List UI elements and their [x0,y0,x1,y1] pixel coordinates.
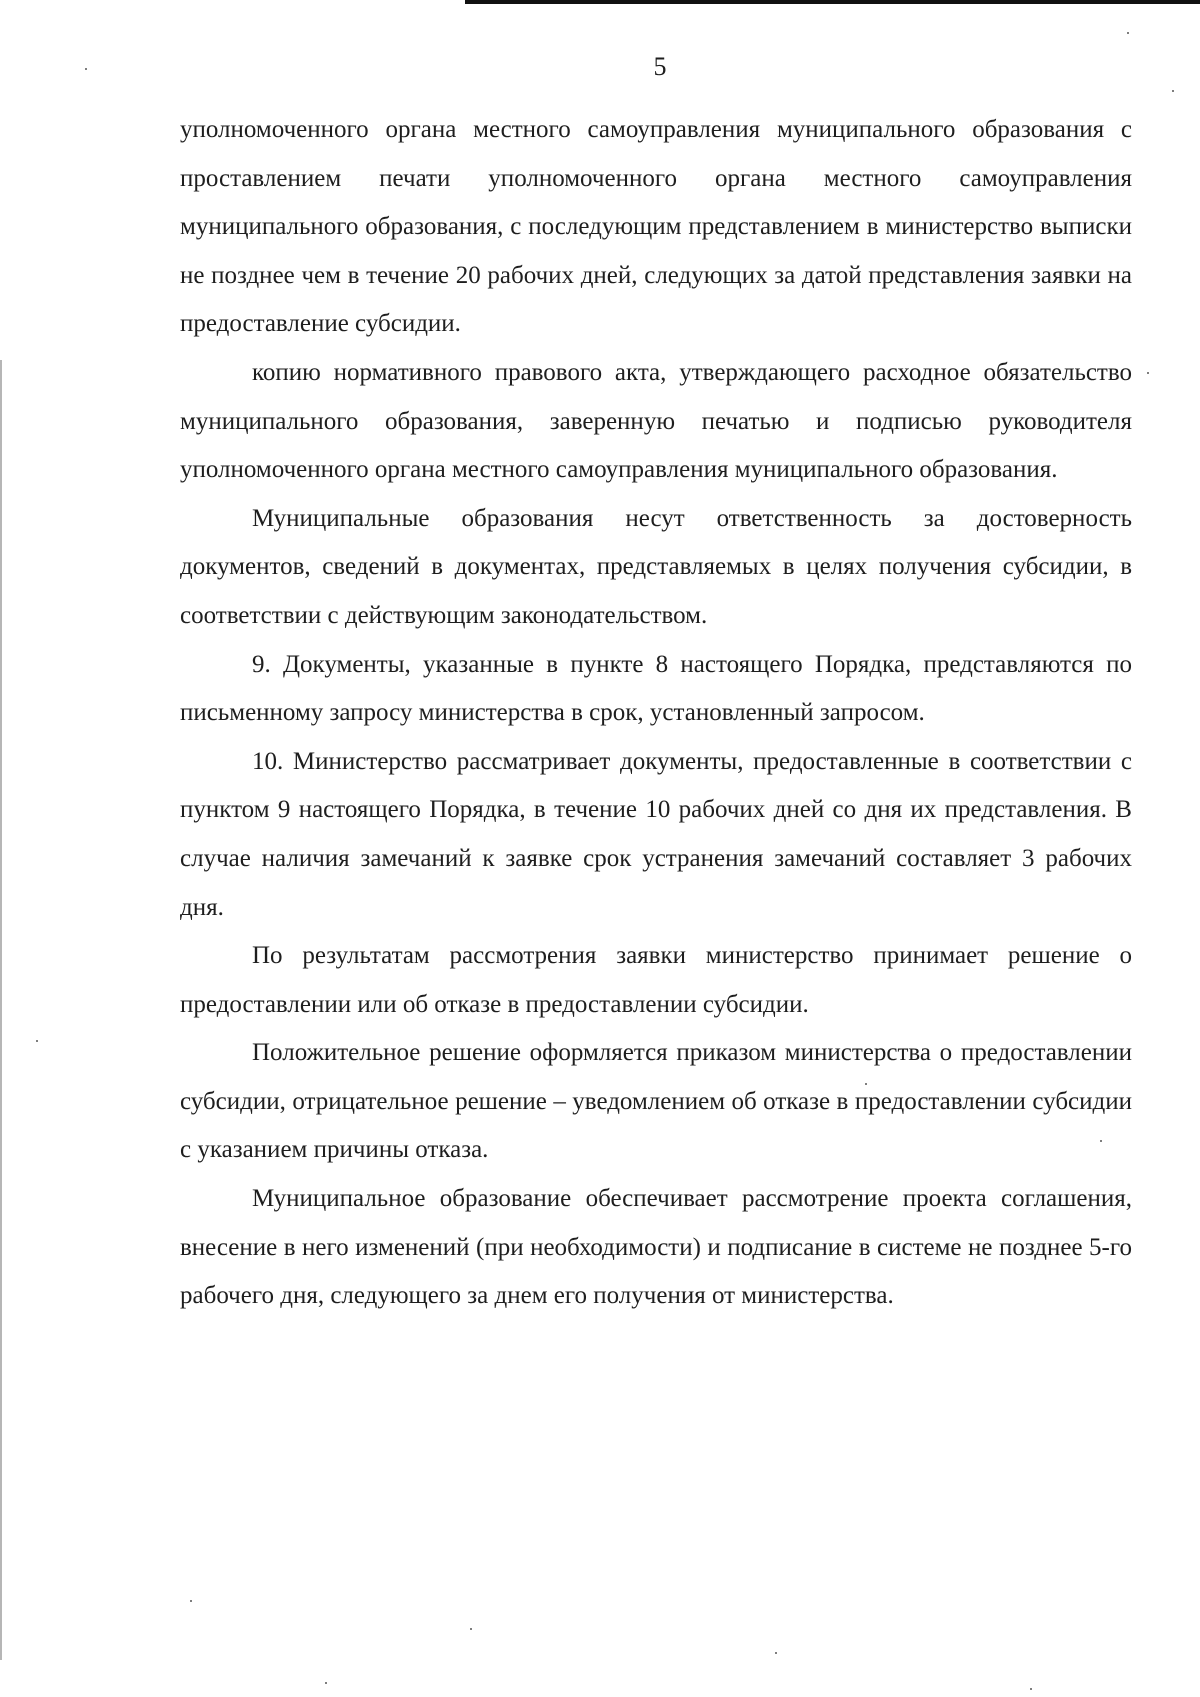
scan-speck [325,1682,327,1684]
scan-speck [190,1600,192,1602]
scan-speck [470,1628,472,1630]
paragraph-responsibility: Муниципальные образования несут ответственность за достоверность документов, сведений в документах, представляемых в целях получения субсидии, в соответствии с действующим законодательством. [180,504,1132,629]
scan-speck [1030,1688,1032,1690]
scan-speck [1147,372,1149,374]
scan-speck [1100,1140,1102,1142]
scan-left-edge [0,360,2,1660]
paragraph-item-9: 9. Документы, указанные в пункте 8 настоящего Порядка, представляются по письменному запросу министерства в срок, установленный запросом. [180,650,1132,727]
paragraph-item-10: 10. Министерство рассматривает документы, предоставленные в соответствии с пунктом 9 настоящего Порядка, в течение 10 рабочих дней со дня их представления. В случае наличия замечаний к заявке срок устранения замечаний составляет 3 рабочих дня. [180,747,1132,921]
paragraph-decision-form: Положительное решение оформляется приказом министерства о предоставлении субсидии, отрицательное решение – уведомлением об отказе в предоставлении субсидии с указанием причины отказа. [180,1039,1132,1164]
scan-speck [1127,32,1129,34]
paragraph-continuation: уполномоченного органа местного самоуправления муниципального образования с проставлением печати уполномоченного органа местного самоуправления муниципального образования, с последующим представлением в министерство выписки не позднее чем в течение 20 рабочих дней, следующих за датой представления заявки на предоставление субсидии. [180,116,1132,338]
paragraph-normative-act-copy: копию нормативного правового акта, утверждающего расходное обязательство муниципального образования, заверенную печатью и подписью руководителя уполномоченного органа местного самоуправления муниципального образования. [180,358,1132,484]
document-body [180,106,1132,1321]
scan-speck [775,1652,777,1654]
scan-top-rule [465,0,1200,4]
scan-speck [865,1083,867,1085]
scan-speck [85,68,87,70]
paragraph-decision: По результатам рассмотрения заявки министерство принимает решение о предоставлении или об отказе в предоставлении субсидии. [180,942,1132,1018]
scan-speck [1172,90,1174,92]
page-number: 5 [653,52,667,81]
scan-speck [36,1040,38,1042]
paragraph-agreement: Муниципальное образование обеспечивает рассмотрение проекта соглашения, внесение в него изменений (при необходимости) и подписание в системе не позднее 5-го рабочего дня, следующего за днем его получения от министерства. [180,1185,1132,1310]
